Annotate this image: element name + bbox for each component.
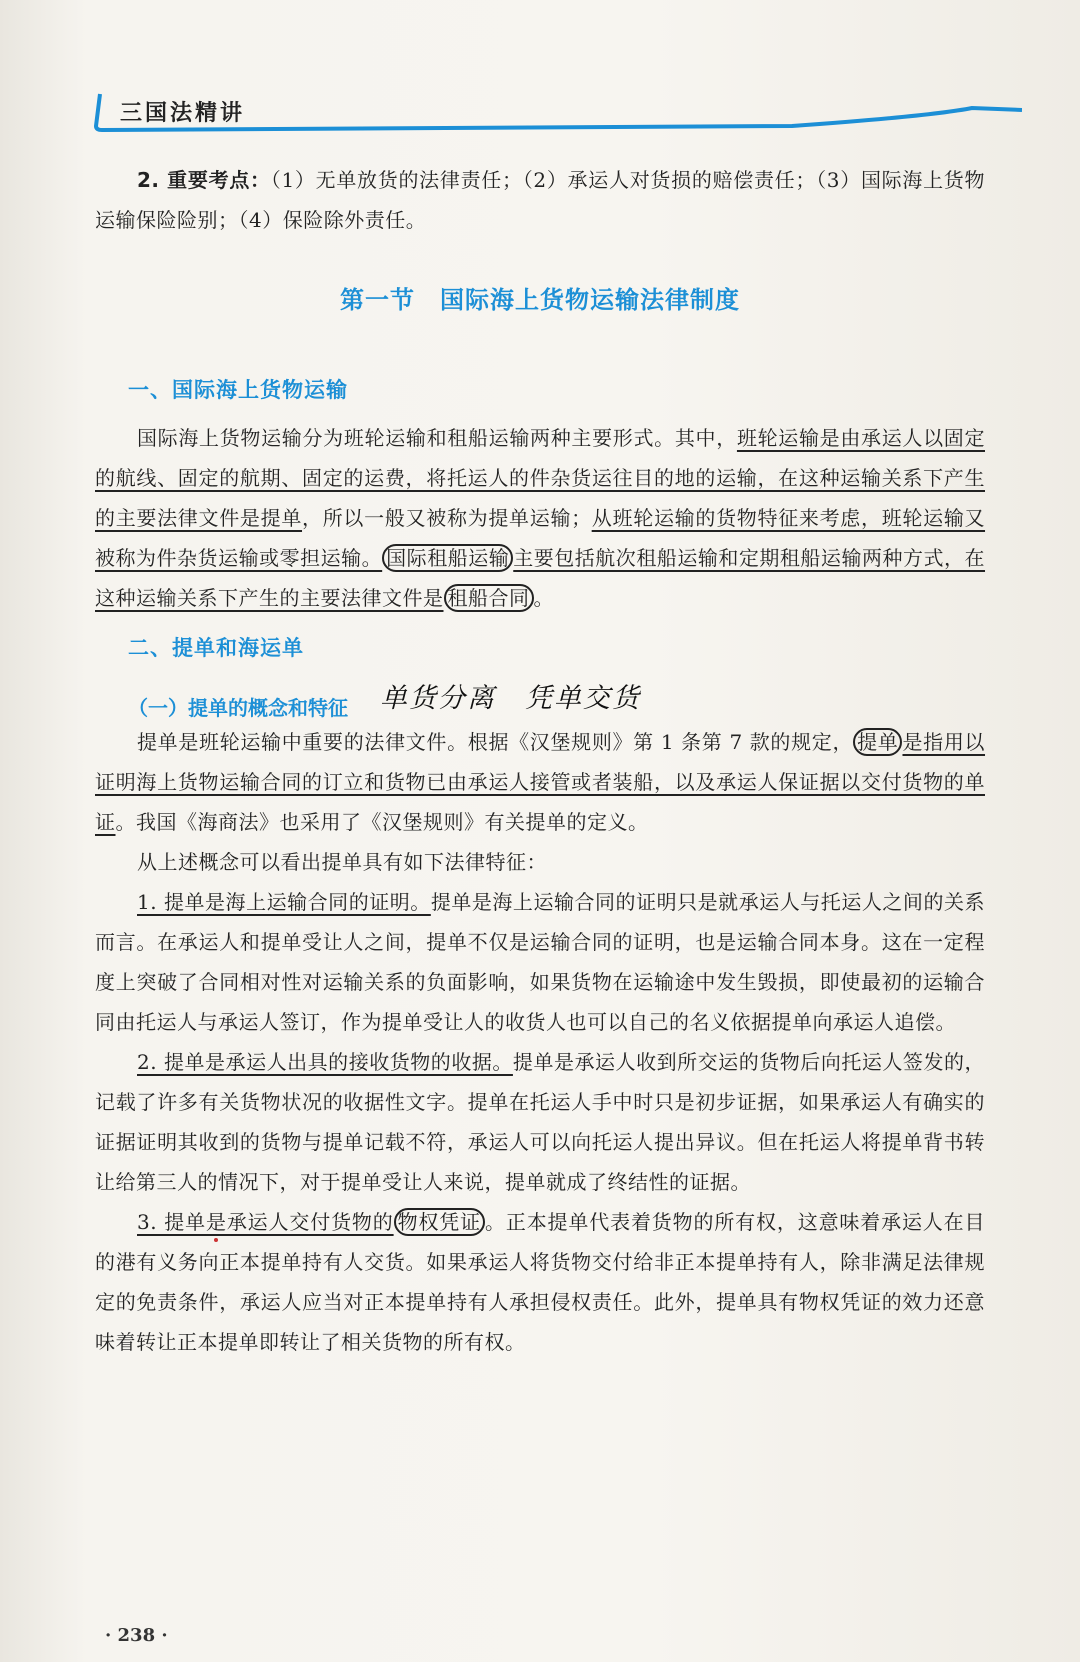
handwritten-note: 单货分离 凭单交货 [380, 683, 641, 714]
feature3-title-b: 物权凭证 [394, 1208, 485, 1236]
feature1-title: 1. 提单是海上运输合同的证明。 [137, 890, 431, 914]
part1-s8: 。 [533, 586, 554, 610]
part1-s3: ，所以一般又被称为提单运输； [302, 506, 592, 530]
intro-text: （1）无单放货的法律责任；（2）承运人对货损的赔偿责任；（3）国际海上货物运输保险险别；（4）保险除外责任。 [95, 168, 985, 232]
running-header [92, 86, 1022, 134]
feature3-title-c: 。 [485, 1210, 506, 1234]
red-dot-mark [214, 1238, 218, 1242]
part2-heading: 二、提单和海运单 [128, 636, 304, 660]
p1d: 。我国《海商法》也采用了《汉堡规则》有关提单的定义。 [115, 810, 649, 834]
section-title: 第一节 国际海上货物运输法律制度 [340, 286, 740, 314]
part1-heading: 一、国际海上货物运输 [128, 378, 348, 402]
feature1-body: 提单是海上运输合同的证明只是就承运人与托运人之间的关系而言。在承运人和提单受让人之间，提单不仅是运输合同的证明，也是运输合同本身。这在一定程度上突破了合同相对性对运输关系的负面影响，如果货物在运输途中发生毁损，即使最初的运输合同由托运人与承运人签订，作为提单受让人的收货人也可以自己的名义依据提单向承运人追偿。 [95, 890, 985, 1034]
feature3-body: 正本提单代表着货物的所有权，这意味着承运人在目的港有义务向正本提单持有人交货。如果承运人将货物交付给非正本提单持有人，除非满足法律规定的免责条件，承运人应当对正本提单持有人承担侵权责任。此外，提单具有物权凭证的效力还意味着转让正本提单即转让了相关货物的所有权。 [95, 1210, 986, 1354]
part1-s4: 从班轮运输的货物特征来考虑，班轮运输又被称为件杂货运输或零担运输。 [95, 506, 986, 570]
part1-s1: 国际海上货物运输分为班轮运输和租船运输两种主要形式。其中， [137, 426, 737, 450]
part2-body [95, 722, 985, 1362]
part1-paragraph [95, 418, 985, 618]
feature2-title: 2. 提单是承运人出具的接收货物的收据。 [137, 1050, 513, 1074]
feature3-title-a: 3. 提单是承运人交付货物的 [137, 1210, 394, 1234]
header-title: 三国法精讲 [120, 101, 246, 126]
p2: 从上述概念可以看出提单具有如下法律特征： [137, 850, 547, 874]
intro-label: 2. 重要考点： [137, 168, 271, 192]
part1-s2: 班轮运输是由承运人以固定的航线、固定的航期、固定的运费，将托运人的件杂货运往目的地的运输，在这种运输关系下产生的主要法律文件是提单 [95, 426, 985, 530]
part2-subheading: （一）提单的概念和特征 [128, 696, 348, 720]
feature2-body: 提单是承运人收到所交运的货物后向托运人签发的，记载了许多有关货物状况的收据性文字。提单在托运人手中时只是初步证据，如果承运人有确实的证据证明其收到的货物与提单记载不符，承运人可以向托运人提出异议。但在托运人将提单背书转让给第三人的情况下，对于提单受让人来说，提单就成了终结性的证据。 [95, 1050, 985, 1194]
part1-s7: 租船合同 [444, 584, 534, 612]
intro-paragraph [95, 160, 985, 240]
p1a: 提单是班轮运输中重要的法律文件。根据《汉堡规则》第 1 条第 7 款的规定， [137, 730, 854, 754]
p1b: 提单 [853, 728, 902, 756]
page-number: · 238 · [105, 1625, 168, 1646]
part1-s6: 主要包括航次租船运输和定期租船运输两种方式，在这种运输关系下产生的主要法律文件是 [95, 546, 986, 610]
part1-s5: 国际租船运输 [382, 544, 513, 572]
p1c: 是指用以证明海上货物运输合同的订立和货物已由承运人接管或者装船，以及承运人保证据以交付货物的单证 [95, 730, 986, 834]
